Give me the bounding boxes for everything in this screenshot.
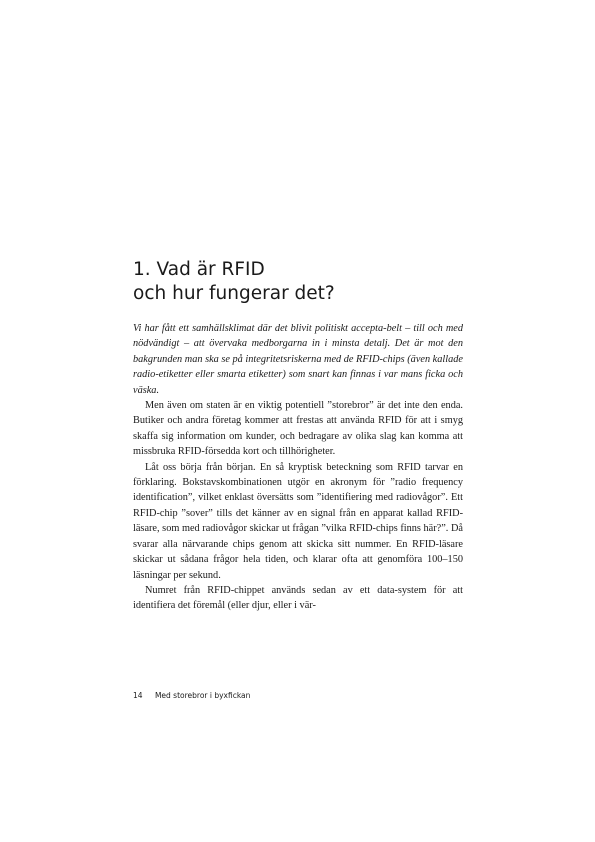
body-text [133,321,463,614]
page-number: 14 [133,691,143,700]
chapter-title-line-2: och hur fungerar det? [133,283,335,304]
running-title: Med storebror i byxfickan [154,691,251,700]
body-paragraph-1: Men även om staten är en viktig potentiell ”storebror” är det inte den enda. Butiker och andra företag kommer att frestas att använda RFID för att i smyg skaffa sig information om kunder, och bedragare av olika slag kan komma att missbruka RFID-försedda kort och tillhörigheter. [133,400,463,458]
chapter-title [133,258,463,306]
body-paragraph-2: Låt oss börja från början. En så kryptisk beteckning som RFID tarvar en förklaring. Bokstavskombinationen utgör en akronym för ”radio frequency identification”, vilket enklast översätts som ”identifiering med radiovågor”. Ett RFID-chip ”sover” tills det känner av en signal från en apparat kallad RFID-läsare, som med radiovågor skickar ut frågan ”vilka RFID-chips finns här?”. Då svarar alla närvarande chips genom att skicka sitt nummer. En RFID-läsare skickar ut sådana frågor hela tiden, och klarar ofta att genomföra 100–150 läsningar per sekund. [133,461,463,581]
lead-paragraph: Vi har fått ett samhällsklimat där det blivit politiskt accepta-belt – till och med nödvändigt – att övervaka medborgarna in i minsta detalj. Det är mot den bakgrunden man ska se på integritetsriskerna med de RFID-chips (även kallade radio-etiketter eller smarta etiketter) som snart kan finnas i var mans ficka och väska. [133,323,463,396]
body-paragraph-3: Numret från RFID-chippet används sedan av ett data-system för att identifiera det föremål (eller djur, eller i vär- [133,584,463,612]
chapter-title-line-1: 1. Vad är RFID [133,259,265,280]
page-footer [133,691,250,700]
